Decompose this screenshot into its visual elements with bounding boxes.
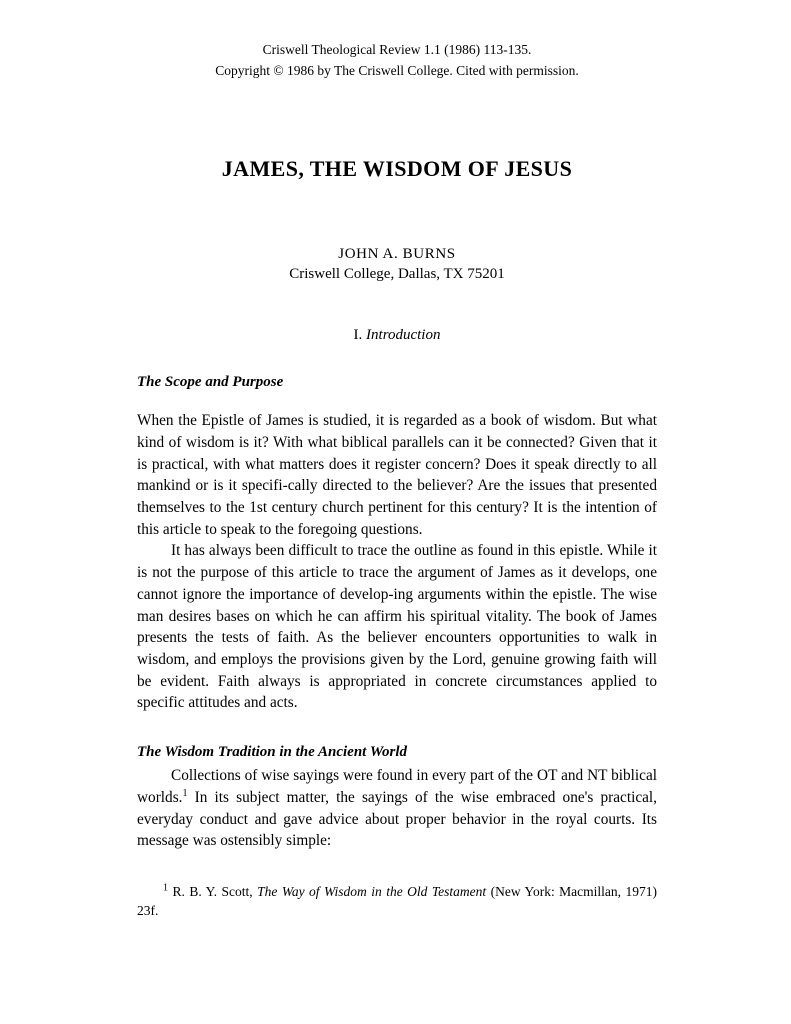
footnote-reference-1: 1 (182, 787, 188, 799)
footnote-author: R. B. Y. Scott, (168, 884, 258, 900)
author-name: JOHN A. BURNS (338, 246, 456, 263)
footnote-work-title: The Way of Wisdom in the Old Testament (257, 884, 487, 900)
section-number: I. (353, 327, 363, 344)
paragraph-1: When the Epistle of James is studied, it is regarded as a book of wisdom. But what kind of wisdom is it? With what biblical parallels can it be connected? Given that it is practical, with what matters does it register concern? Does it speak directly to all mankind or is it specifi-cally directed to the believer? Are the issues that presented themselves to the 1st century church pertinent for this century? It is the intention of this article to speak to the foregoing questions. (137, 412, 657, 538)
subheading-wisdom-tradition: The Wisdom Tradition in the Ancient World (137, 744, 408, 761)
author-affiliation: Criswell College, Dallas, TX 75201 (289, 266, 505, 283)
footnote-1 (137, 882, 657, 920)
footnote-marker: 1 (163, 882, 168, 894)
paragraph-3-text-a: Collections of wise sayings were found in every part of the OT and NT biblical worlds. (137, 767, 657, 806)
section-title: Introduction (366, 327, 441, 344)
paragraph-3 (137, 765, 657, 852)
journal-citation-line-1: Criswell Theological Review 1.1 (1986) 113-135. (262, 42, 532, 57)
footnote-publication: (New York: Macmillan, 1971) 23f. (137, 884, 657, 919)
page-content (137, 40, 657, 920)
copyright-line: Copyright © 1986 by The Criswell College. Cited with permission. (215, 62, 579, 78)
subheading-scope-and-purpose: The Scope and Purpose (137, 374, 284, 391)
paragraph-3-text-b: In its subject matter, the sayings of the wise embraced one's practical, everyday conduct and gave advice about proper behavior in the royal courts. Its message was ostensibly simple: (137, 788, 657, 850)
page-title: JAMES, THE WISDOM OF JESUS (221, 156, 573, 182)
section-heading (137, 327, 657, 344)
paragraph-2: It has always been difficult to trace the outline as found in this epistle. While it is not the purpose of this article to trace the argument of James as it develops, one cannot ignore the importance of develop-ing arguments within the epistle. The wise man desires bases on which he can affirm his spiritual vitality. The book of James presents the tests of faith. As the believer encounters opportunities to walk in wisdom, and employs the provisions given by the Lord, genuine growing faith will be evident. Faith always is appropriated in concrete circumstances applied to specific attitudes and acts. (137, 542, 657, 712)
